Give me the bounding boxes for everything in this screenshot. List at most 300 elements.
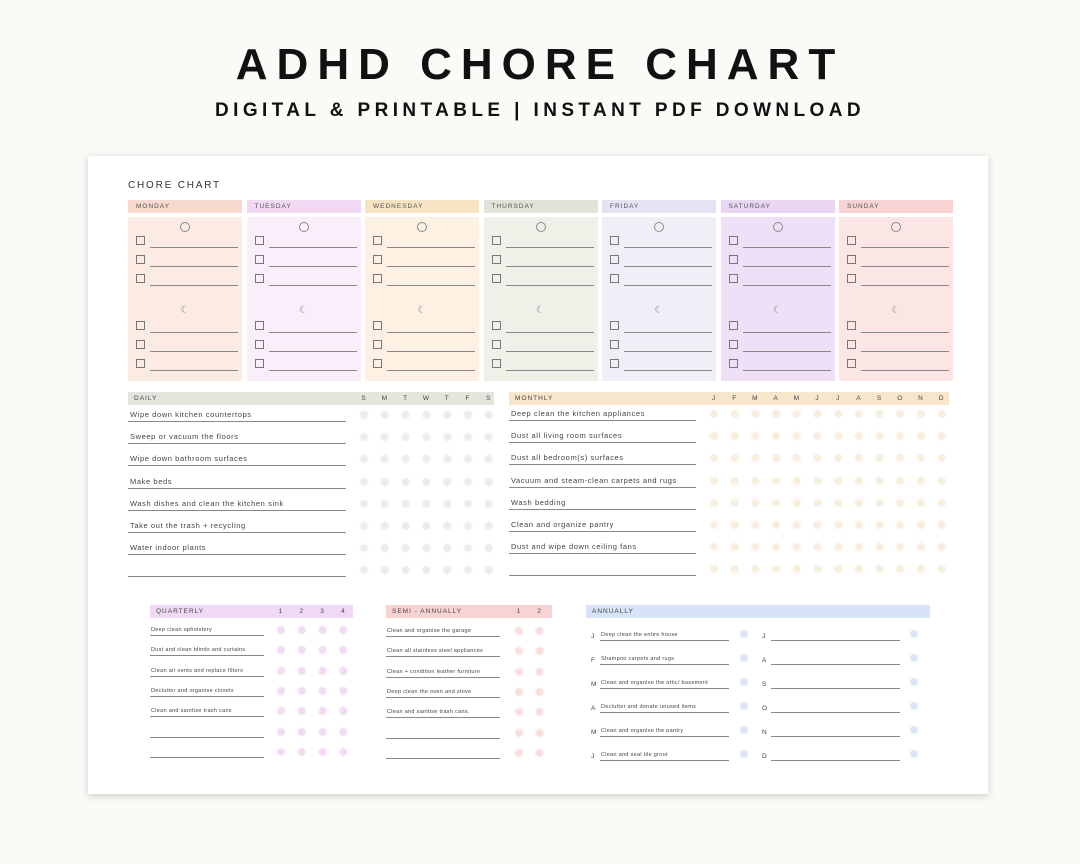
star-icon[interactable]: ✹	[811, 450, 824, 467]
day-body	[602, 217, 716, 381]
star-icon[interactable]: ✹	[441, 540, 454, 557]
task-checkbox[interactable]	[373, 255, 382, 264]
task-checkbox[interactable]	[729, 321, 738, 330]
star-icon[interactable]: ✹	[708, 517, 720, 533]
day-body	[247, 217, 361, 381]
task-text: Shampoo carpets and rugs	[601, 656, 675, 662]
star-icon[interactable]: ✹	[708, 494, 720, 511]
task-checkbox[interactable]	[492, 359, 501, 368]
star-icon[interactable]: ✹	[873, 517, 886, 533]
star-icon[interactable]: ✹	[832, 494, 845, 511]
star-icon[interactable]: ✹	[316, 743, 329, 760]
day-body	[721, 217, 835, 381]
task-checkbox[interactable]	[492, 274, 501, 283]
star-icon[interactable]: ✹	[358, 429, 370, 446]
star-icon[interactable]: ✹	[441, 429, 454, 446]
task-checkbox[interactable]	[610, 255, 619, 264]
quarterly-column-label: 4	[341, 608, 346, 615]
star-icon[interactable]: ✹	[399, 540, 412, 557]
task-checkbox[interactable]	[136, 321, 145, 330]
star-icon[interactable]: ✹	[832, 428, 845, 445]
star-icon[interactable]: ✹	[790, 450, 803, 467]
star-icon[interactable]: ✹	[441, 518, 454, 534]
star-icon[interactable]: ✹	[275, 622, 287, 638]
star-icon[interactable]: ✹	[708, 428, 720, 445]
task-checkbox[interactable]	[255, 236, 264, 245]
star-icon[interactable]: ✹	[728, 428, 741, 445]
star-icon[interactable]: ✹	[811, 472, 824, 489]
star-icon[interactable]: ✹	[420, 540, 433, 557]
star-icon[interactable]: ✹	[728, 450, 741, 467]
task-checkbox[interactable]	[847, 359, 856, 368]
daily-column-label: S	[361, 395, 367, 402]
star-icon[interactable]: ✹	[811, 406, 824, 422]
star-icon[interactable]: ✹	[790, 561, 803, 578]
task-checkbox[interactable]	[373, 236, 382, 245]
semi-annually-label: SEMI - ANNUALLY	[392, 608, 463, 615]
star-icon[interactable]: ✹	[894, 561, 907, 578]
star-icon[interactable]: ✹	[738, 746, 750, 762]
star-icon[interactable]: ✹	[441, 562, 454, 579]
task-underline	[509, 464, 696, 465]
star-icon[interactable]: ✹	[275, 723, 287, 740]
star-icon[interactable]: ✹	[378, 562, 391, 579]
star-icon[interactable]: ✹	[728, 472, 741, 489]
star-icon[interactable]: ✹	[462, 473, 474, 490]
star-icon[interactable]: ✹	[275, 743, 287, 760]
star-icon[interactable]: ✹	[420, 451, 433, 468]
star-icon[interactable]: ✹	[295, 682, 308, 699]
evening-task-2	[847, 340, 941, 352]
star-icon[interactable]: ✹	[832, 561, 845, 578]
star-icon[interactable]: ✹	[915, 539, 927, 556]
star-icon[interactable]: ✹	[533, 683, 546, 700]
task-checkbox[interactable]	[610, 321, 619, 330]
star-icon[interactable]: ✹	[316, 622, 329, 638]
task-checkbox[interactable]	[373, 359, 382, 368]
star-icon[interactable]: ✹	[811, 494, 824, 511]
task-checkbox[interactable]	[610, 359, 619, 368]
star-icon[interactable]: ✹	[853, 428, 865, 445]
star-icon[interactable]: ✹	[738, 650, 750, 666]
star-icon[interactable]: ✹	[908, 746, 920, 762]
task-checkbox[interactable]	[492, 255, 501, 264]
star-icon[interactable]: ✹	[358, 495, 370, 512]
star-icon[interactable]: ✹	[441, 451, 454, 468]
star-icon[interactable]: ✹	[749, 472, 762, 489]
star-icon[interactable]: ✹	[832, 406, 845, 422]
star-icon[interactable]: ✹	[482, 451, 495, 468]
star-icon[interactable]: ✹	[770, 561, 782, 578]
star-icon[interactable]: ✹	[935, 406, 948, 422]
star-icon[interactable]: ✹	[749, 450, 762, 467]
star-icon[interactable]: ✹	[378, 429, 391, 446]
star-icon[interactable]: ✹	[749, 517, 762, 533]
star-icon[interactable]: ✹	[316, 723, 329, 740]
task-text: Wash bedding	[511, 497, 566, 507]
star-icon[interactable]: ✹	[462, 429, 474, 446]
task-checkbox[interactable]	[847, 274, 856, 283]
star-icon[interactable]: ✹	[894, 406, 907, 422]
star-icon[interactable]: ✹	[738, 698, 750, 714]
star-icon[interactable]: ✹	[915, 561, 927, 578]
star-icon[interactable]: ✹	[378, 451, 391, 468]
star-icon[interactable]: ✹	[738, 722, 750, 738]
task-row	[150, 706, 264, 717]
star-icon[interactable]: ✹	[295, 703, 308, 720]
star-icon[interactable]: ✹	[337, 622, 350, 638]
star-icon[interactable]: ✹	[908, 698, 920, 714]
star-icon[interactable]: ✹	[708, 472, 720, 489]
task-underline	[771, 712, 900, 713]
star-icon[interactable]: ✹	[770, 406, 782, 422]
star-icon[interactable]: ✹	[358, 540, 370, 557]
star-icon[interactable]: ✹	[935, 517, 948, 533]
star-icon[interactable]: ✹	[749, 561, 762, 578]
task-row	[128, 521, 346, 533]
star-icon[interactable]: ✹	[790, 539, 803, 556]
task-checkbox[interactable]	[847, 236, 856, 245]
star-icon[interactable]: ✹	[533, 704, 546, 721]
star-icon[interactable]: ✹	[832, 539, 845, 556]
star-icon[interactable]: ✹	[482, 429, 495, 446]
morning-task-2	[610, 255, 704, 267]
task-rule	[387, 370, 475, 371]
star-icon[interactable]: ✹	[790, 428, 803, 445]
star-icon[interactable]: ✹	[513, 724, 525, 741]
star-icon[interactable]: ✹	[749, 494, 762, 511]
task-text: Clean all stainless steel appliances	[387, 648, 484, 655]
task-checkbox[interactable]	[255, 274, 264, 283]
star-icon[interactable]: ✹	[462, 518, 474, 534]
star-icon[interactable]: ✹	[873, 428, 886, 445]
star-icon[interactable]: ✹	[295, 622, 308, 638]
star-icon[interactable]: ✹	[533, 663, 546, 680]
star-icon[interactable]: ✹	[441, 473, 454, 490]
star-icon[interactable]: ✹	[770, 428, 782, 445]
star-icon[interactable]: ✹	[749, 539, 762, 556]
star-icon[interactable]: ✹	[378, 495, 391, 512]
star-icon[interactable]: ✹	[482, 562, 495, 579]
star-icon[interactable]: ✹	[399, 495, 412, 512]
task-checkbox[interactable]	[255, 321, 264, 330]
star-icon[interactable]: ✹	[832, 517, 845, 533]
evening-task-3	[729, 359, 823, 371]
star-icon[interactable]: ✹	[316, 682, 329, 699]
star-icon[interactable]: ✹	[295, 723, 308, 740]
star-icon[interactable]: ✹	[915, 494, 927, 511]
star-icon[interactable]: ✹	[894, 450, 907, 467]
star-icon[interactable]: ✹	[908, 650, 920, 666]
star-icon[interactable]: ✹	[708, 450, 720, 467]
star-icon[interactable]: ✹	[275, 662, 287, 679]
star-icon[interactable]: ✹	[337, 723, 350, 740]
star-icon[interactable]: ✹	[873, 450, 886, 467]
task-checkbox[interactable]	[373, 274, 382, 283]
star-icon[interactable]: ✹	[738, 626, 750, 642]
star-icon[interactable]: ✹	[513, 623, 525, 639]
day-header: FRIDAY	[602, 200, 716, 213]
task-checkbox[interactable]	[847, 255, 856, 264]
task-checkbox[interactable]	[136, 340, 145, 349]
star-icon[interactable]: ✹	[399, 473, 412, 490]
star-icon[interactable]: ✹	[811, 517, 824, 533]
star-icon[interactable]: ✹	[873, 494, 886, 511]
star-icon[interactable]: ✹	[378, 540, 391, 557]
star-icon[interactable]: ✹	[915, 472, 927, 489]
task-rule	[624, 247, 712, 248]
evening-task-3	[492, 359, 586, 371]
star-icon[interactable]: ✹	[275, 703, 287, 720]
task-text: Wash dishes and clean the kitchen sink	[130, 498, 284, 508]
star-icon[interactable]: ✹	[708, 561, 720, 578]
star-icon[interactable]: ✹	[738, 674, 750, 690]
star-icon[interactable]: ✹	[399, 562, 412, 579]
star-icon[interactable]: ✹	[513, 744, 525, 761]
star-icon[interactable]: ✹	[399, 407, 412, 423]
star-icon[interactable]: ✹	[935, 539, 948, 556]
star-icon[interactable]: ✹	[533, 724, 546, 741]
day-body	[365, 217, 479, 381]
moon-icon: ☾	[536, 305, 545, 316]
star-icon[interactable]: ✹	[708, 539, 720, 556]
task-underline	[386, 636, 500, 637]
task-rule	[861, 332, 949, 333]
evening-task-1	[136, 321, 230, 333]
star-icon[interactable]: ✹	[420, 407, 433, 423]
star-icon[interactable]: ✹	[915, 450, 927, 467]
star-icon[interactable]: ✹	[853, 472, 865, 489]
star-icon[interactable]: ✹	[358, 518, 370, 534]
star-icon[interactable]: ✹	[275, 642, 287, 659]
star-icon[interactable]: ✹	[853, 494, 865, 511]
star-icon[interactable]: ✹	[420, 473, 433, 490]
star-icon[interactable]: ✹	[295, 743, 308, 760]
star-icon[interactable]: ✹	[420, 562, 433, 579]
star-icon[interactable]: ✹	[728, 539, 741, 556]
star-icon[interactable]: ✹	[337, 703, 350, 720]
star-icon[interactable]: ✹	[811, 428, 824, 445]
annually-month-letter: N	[762, 729, 767, 736]
star-icon[interactable]: ✹	[462, 540, 474, 557]
star-icon[interactable]: ✹	[853, 406, 865, 422]
daily-column-label: M	[381, 395, 388, 402]
sun-icon	[536, 222, 546, 232]
star-icon[interactable]: ✹	[462, 562, 474, 579]
task-checkbox[interactable]	[610, 340, 619, 349]
task-row	[771, 702, 900, 713]
task-rule	[506, 351, 594, 352]
star-icon[interactable]: ✹	[728, 517, 741, 533]
task-checkbox[interactable]	[492, 236, 501, 245]
star-icon[interactable]: ✹	[462, 495, 474, 512]
star-icon[interactable]: ✹	[378, 473, 391, 490]
task-checkbox[interactable]	[255, 359, 264, 368]
star-icon[interactable]: ✹	[337, 662, 350, 679]
star-icon[interactable]: ✹	[358, 562, 370, 579]
star-icon[interactable]: ✹	[316, 662, 329, 679]
star-icon[interactable]: ✹	[533, 643, 546, 660]
star-icon[interactable]: ✹	[399, 451, 412, 468]
task-text: Water indoor plants	[130, 543, 207, 553]
daily-header	[128, 392, 494, 405]
morning-task-1	[255, 236, 349, 248]
task-checkbox[interactable]	[255, 340, 264, 349]
star-icon[interactable]: ✹	[915, 428, 927, 445]
star-icon[interactable]: ✹	[853, 517, 865, 533]
star-icon[interactable]: ✹	[894, 517, 907, 533]
star-icon[interactable]: ✹	[935, 561, 948, 578]
task-row	[386, 728, 500, 739]
star-icon[interactable]: ✹	[420, 429, 433, 446]
task-row	[771, 726, 900, 737]
daily-column-label: T	[444, 395, 450, 402]
task-checkbox[interactable]	[255, 255, 264, 264]
star-icon[interactable]: ✹	[708, 406, 720, 422]
star-icon[interactable]: ✹	[853, 539, 865, 556]
star-icon[interactable]: ✹	[482, 495, 495, 512]
star-icon[interactable]: ✹	[790, 472, 803, 489]
star-icon[interactable]: ✹	[513, 643, 525, 660]
star-icon[interactable]: ✹	[894, 472, 907, 489]
star-icon[interactable]: ✹	[790, 517, 803, 533]
task-checkbox[interactable]	[136, 274, 145, 283]
star-icon[interactable]: ✹	[770, 517, 782, 533]
star-icon[interactable]: ✹	[420, 495, 433, 512]
star-icon[interactable]: ✹	[790, 406, 803, 422]
day-body	[839, 217, 953, 381]
star-icon[interactable]: ✹	[935, 428, 948, 445]
star-icon[interactable]: ✹	[894, 539, 907, 556]
star-icon[interactable]: ✹	[441, 495, 454, 512]
task-checkbox[interactable]	[729, 274, 738, 283]
star-icon[interactable]: ✹	[811, 561, 824, 578]
task-text: Sweep or vacuum the floors	[130, 432, 239, 442]
task-underline	[509, 553, 696, 554]
star-icon[interactable]: ✹	[728, 406, 741, 422]
star-icon[interactable]: ✹	[482, 540, 495, 557]
task-checkbox[interactable]	[136, 236, 145, 245]
task-text: Take out the trash + recycling	[130, 521, 246, 530]
star-icon[interactable]: ✹	[513, 663, 525, 680]
star-icon[interactable]: ✹	[811, 539, 824, 556]
task-checkbox[interactable]	[373, 340, 382, 349]
task-checkbox[interactable]	[847, 321, 856, 330]
star-icon[interactable]: ✹	[533, 744, 546, 761]
star-icon[interactable]: ✹	[770, 450, 782, 467]
star-icon[interactable]: ✹	[832, 472, 845, 489]
monthly-column-label: J	[836, 395, 841, 402]
task-checkbox[interactable]	[729, 255, 738, 264]
task-checkbox[interactable]	[729, 236, 738, 245]
star-icon[interactable]: ✹	[378, 518, 391, 534]
star-icon[interactable]: ✹	[316, 703, 329, 720]
task-checkbox[interactable]	[492, 321, 501, 330]
star-icon[interactable]: ✹	[853, 561, 865, 578]
task-checkbox[interactable]	[610, 236, 619, 245]
star-icon[interactable]: ✹	[873, 561, 886, 578]
star-icon[interactable]: ✹	[316, 642, 329, 659]
task-row	[128, 477, 346, 489]
star-icon[interactable]: ✹	[378, 407, 391, 423]
task-checkbox[interactable]	[729, 340, 738, 349]
task-checkbox[interactable]	[729, 359, 738, 368]
star-icon[interactable]: ✹	[915, 517, 927, 533]
star-icon[interactable]: ✹	[420, 518, 433, 534]
task-row	[150, 727, 264, 738]
star-icon[interactable]: ✹	[358, 407, 370, 423]
star-icon[interactable]: ✹	[894, 494, 907, 511]
star-icon[interactable]: ✹	[295, 642, 308, 659]
task-rule	[861, 370, 949, 371]
task-row	[600, 750, 729, 761]
star-icon[interactable]: ✹	[441, 407, 454, 423]
task-text: Clean and organize pantry	[511, 520, 614, 529]
star-icon[interactable]: ✹	[728, 561, 741, 578]
star-icon[interactable]: ✹	[399, 429, 412, 446]
star-icon[interactable]: ✹	[770, 539, 782, 556]
task-checkbox[interactable]	[136, 359, 145, 368]
star-icon[interactable]: ✹	[358, 451, 370, 468]
star-icon[interactable]: ✹	[337, 682, 350, 699]
task-row	[509, 520, 696, 532]
task-checkbox[interactable]	[136, 255, 145, 264]
star-icon[interactable]: ✹	[482, 473, 495, 490]
star-icon[interactable]: ✹	[513, 683, 525, 700]
star-icon[interactable]: ✹	[908, 626, 920, 642]
star-icon[interactable]: ✹	[295, 662, 308, 679]
star-icon[interactable]: ✹	[873, 472, 886, 489]
star-icon[interactable]: ✹	[935, 472, 948, 489]
star-icon[interactable]: ✹	[873, 406, 886, 422]
star-icon[interactable]: ✹	[915, 406, 927, 422]
star-icon[interactable]: ✹	[908, 722, 920, 738]
star-icon[interactable]: ✹	[462, 407, 474, 423]
star-icon[interactable]: ✹	[513, 704, 525, 721]
task-text: Clean air vents and replace filters	[151, 667, 244, 674]
star-icon[interactable]: ✹	[358, 473, 370, 490]
star-icon[interactable]: ✹	[482, 407, 495, 423]
star-icon[interactable]: ✹	[873, 539, 886, 556]
star-icon[interactable]: ✹	[533, 623, 546, 639]
star-icon[interactable]: ✹	[935, 494, 948, 511]
star-icon[interactable]: ✹	[832, 450, 845, 467]
star-icon[interactable]: ✹	[770, 472, 782, 489]
task-checkbox[interactable]	[373, 321, 382, 330]
star-icon[interactable]: ✹	[935, 450, 948, 467]
quarterly-label: QUARTERLY	[156, 608, 205, 615]
task-checkbox[interactable]	[492, 340, 501, 349]
task-underline	[386, 697, 500, 698]
star-icon[interactable]: ✹	[399, 518, 412, 534]
star-icon[interactable]: ✹	[337, 743, 350, 760]
task-checkbox[interactable]	[847, 340, 856, 349]
star-icon[interactable]: ✹	[749, 406, 762, 422]
star-icon[interactable]: ✹	[275, 682, 287, 699]
star-icon[interactable]: ✹	[728, 494, 741, 511]
star-icon[interactable]: ✹	[908, 674, 920, 690]
star-icon[interactable]: ✹	[853, 450, 865, 467]
star-icon[interactable]: ✹	[894, 428, 907, 445]
star-icon[interactable]: ✹	[482, 518, 495, 534]
star-icon[interactable]: ✹	[749, 428, 762, 445]
task-checkbox[interactable]	[610, 274, 619, 283]
star-icon[interactable]: ✹	[790, 494, 803, 511]
task-row	[150, 625, 264, 636]
star-icon[interactable]: ✹	[337, 642, 350, 659]
star-icon[interactable]: ✹	[462, 451, 474, 468]
star-icon[interactable]: ✹	[770, 494, 782, 511]
